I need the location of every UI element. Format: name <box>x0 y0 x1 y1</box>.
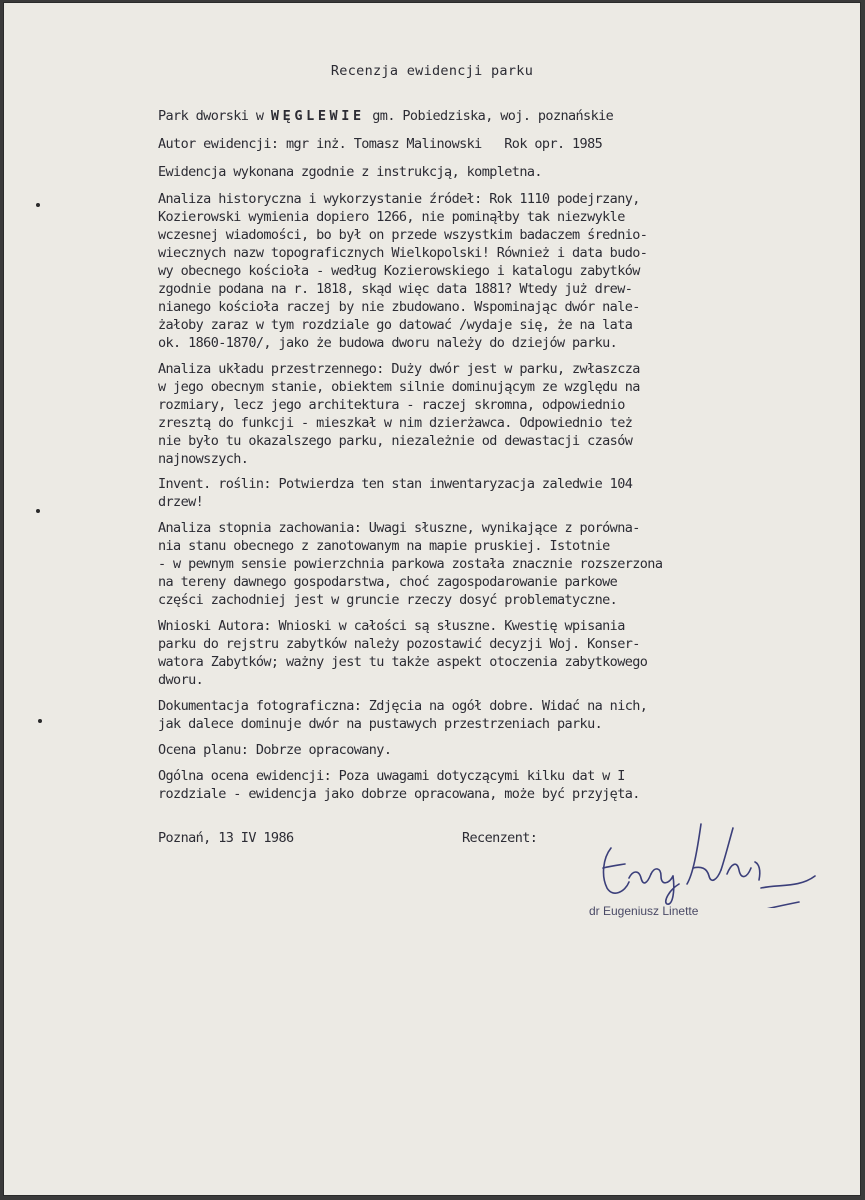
text-line: żałoby zaraz w tym rozdziale go datować /wydaje się, że na lata <box>158 317 633 333</box>
text-line: Analiza układu przestrzennego: Duży dwór jest w parku, zwłaszcza <box>158 361 640 377</box>
text-line: Kozierowski wymienia dopiero 1266, nie pominąłby tak niezwykle <box>158 209 625 225</box>
park-prefix: Park dworski w <box>158 108 271 124</box>
text-line: części zachodniej jest w gruncie rzeczy dosyć problematyczne. <box>158 592 618 608</box>
text-line: - w pewnym sensie powierzchnia parkowa została znacznie rozszerzona <box>158 556 663 572</box>
text-line: jak dalece dominuje dwór na pustawych przestrzeniach parku. <box>158 716 603 732</box>
place-date: Poznań, 13 IV 1986 <box>158 830 294 846</box>
text-line: watora Zabytków; ważny jest tu także aspekt otoczenia zabytkowego <box>158 654 648 670</box>
text-line: Ogólna ocena ewidencji: Poza uwagami dotyczącymi kilku dat w I <box>158 768 625 784</box>
handwritten-signature <box>589 818 829 908</box>
reviewer-label: Recenzent: <box>462 830 538 846</box>
text-line: zgodnie podana na r. 1818, skąd więc data 1881? Wtedy już drew- <box>158 281 633 297</box>
signature-stamp: dr Eugeniusz Linette <box>589 904 699 918</box>
conformity-line: Ewidencja wykonana zgodnie z instrukcją, kompletna. <box>158 164 542 180</box>
signature-block <box>589 818 829 938</box>
text-line: wiecznych nazw topograficznych Wielkopolski! Również i data budo- <box>158 245 648 261</box>
text-line: ok. 1860-1870/, jako że budowa dworu należy do dziejów parku. <box>158 335 618 351</box>
park-place-name: WĘGLEWIE <box>270 108 365 124</box>
text-line: zresztą do funkcji - mieszkał w nim dzierżawca. Odpowiednio też <box>158 415 633 431</box>
author-line: Autor ewidencji: mgr inż. Tomasz Malinowski Rok opr. 1985 <box>158 136 603 152</box>
text-line: na tereny dawnego gospodarstwa, choć zagospodarowanie parkowe <box>158 574 618 590</box>
text-line: Invent. roślin: Potwierdza ten stan inwentaryzacja zaledwie 104 <box>158 476 633 492</box>
park-line <box>158 107 613 125</box>
text-line: rozdziale - ewidencja jako dobrze opracowana, może być przyjęta. <box>158 786 640 802</box>
text-line: Dokumentacja fotograficzna: Zdjęcia na ogół dobre. Widać na nich, <box>158 698 648 714</box>
document-title: Recenzja ewidencji parku <box>330 63 534 79</box>
text-line: nianego kościoła raczej by nie zbudowano. Wspominając dwór nale- <box>158 299 640 315</box>
text-line: dworu. <box>158 672 204 688</box>
text-line: rozmiary, lecz jego architektura - raczej skromna, odpowiednio <box>158 397 625 413</box>
text-line: wczesnej wiadomości, bo był on przede wszystkim badaczem średnio- <box>158 227 648 243</box>
text-line: Ocena planu: Dobrze opracowany. <box>158 742 392 758</box>
document-page <box>3 2 861 1196</box>
text-line: nie było tu okazalszego parku, niezależnie od dewastacji czasów <box>158 433 633 449</box>
text-line: najnowszych. <box>158 451 249 467</box>
text-line: Wnioski Autora: Wnioski w całości są słuszne. Kwestię wpisania <box>158 618 625 634</box>
text-line: wy obecnego kościoła - według Kozierowskiego i katalogu zabytków <box>158 263 640 279</box>
binder-dot <box>38 719 42 723</box>
text-line: Analiza historyczna i wykorzystanie źródeł: Rok 1110 podejrzany, <box>158 191 640 207</box>
text-line: parku do rejstru zabytków należy pozostawić decyzji Woj. Konser- <box>158 636 640 652</box>
binder-dot <box>36 203 40 207</box>
text-line: drzew! <box>158 494 204 510</box>
text-line: w jego obecnym stanie, obiektem silnie dominującym ze względu na <box>158 379 640 395</box>
binder-dot <box>36 509 40 513</box>
park-suffix: gm. Pobiedziska, woj. poznańskie <box>364 108 614 124</box>
text-line: nia stanu obecnego z zanotowanym na mapie pruskiej. Istotnie <box>158 538 610 554</box>
text-line: Analiza stopnia zachowania: Uwagi słuszne, wynikające z porówna- <box>158 520 640 536</box>
